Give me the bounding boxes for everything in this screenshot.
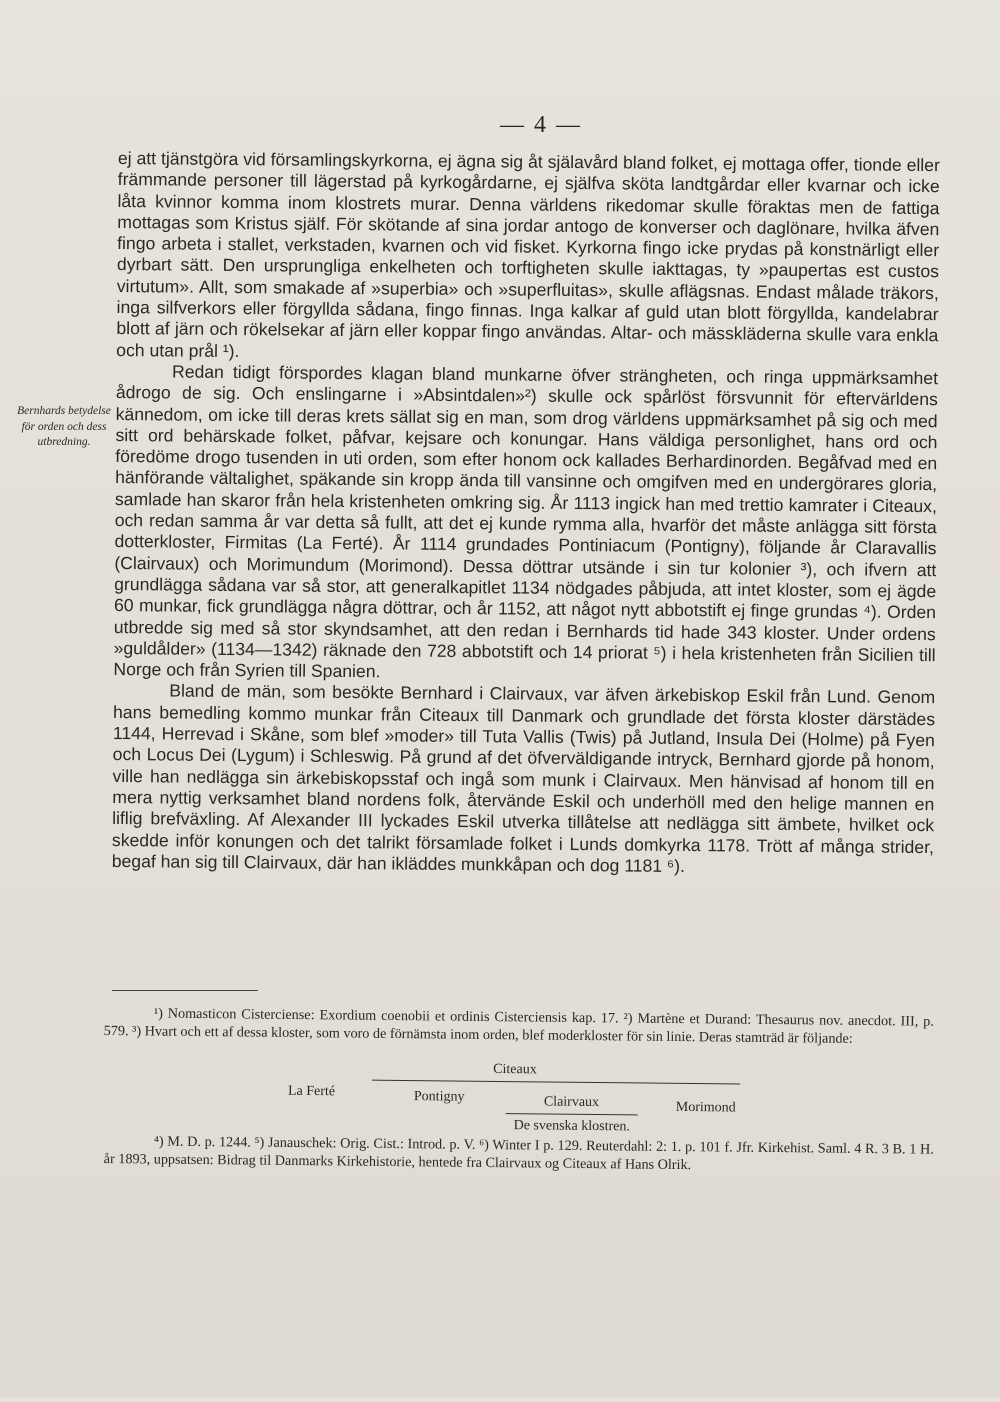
tree-child-pontigny: Pontigny [413, 1089, 465, 1105]
footnote-4-6: ⁴) M. D. p. 1244. ⁵) Janauschek: Orig. Cist.: Introd. p. V. ⁶) Winter I p. 129. Reuterdahl: 2: 1. p. 101 f. Jfr. Kirkehist. Saml. 4 R. 3 B. 1 H. år 1893, uppsatsen: Bidrag til Danmarks Kirkehistorie, hentede fra Clairvaux og Citeaux af Hans Olrik. [103, 1133, 934, 1173]
tree-child-morimond: Morimond [675, 1099, 736, 1116]
page-number: — 4 — [500, 112, 582, 138]
margin-note: Bernhards betydelse för orden och dess utbredning. [17, 405, 111, 448]
tree-child-clairvaux: Clairvaux [543, 1094, 600, 1111]
paragraph-3: Bland de män, som besökte Bernhard i Clairvaux, var äfven ärkebiskop Eskil från Lund. Genom hans bemedling kommo munkar från Citeaux till Danmark och grundlade det första kloster därstädes 1144, Herrevad i Skåne, som blef »moder» till Tuta Vallis (Twis) på Jutland, Insula Dei (Holme) på Fyen och Locus Dei (Lygum) i Schleswig. På grund af det öfverväldigande intryck, Bernhard gjorde på honom, ville han nedlägga sin ärkebiskopsstaf och ingå som munk i Clairvaux. Men hänvisad af honom till en mera nyttig verksamhet bland nordens folk, återvände Eskil och underhöll med den helige mannen en liflig brefväxling. Af Alexander III lyckades Eskil utverka tillåtelse att nedlägga sitt ämbete, hvilket ock skedde inför konungen och det talrikt församlade folket i Lunds domkyrka 1178. Trött af många strider, begaf han sig till Clairvaux, där han ikläddes munkkåpan och dog 1181 ⁶). [111, 680, 936, 876]
tree-child-la-ferte: La Ferté [287, 1083, 336, 1100]
tree-root: Citeaux [493, 1061, 537, 1078]
paragraph-1: ej att tjänstgöra vid församlingskyrkorna, ej ägna sig åt själavård bland folket, ej mottaga offer, tionde eller främmande personer till lägerstad på kyrkogårdarne, ej själfva sköta landtgårdar eller kvarnar och icke låta kvinnor komma inom klostrets murar. Denna världens rikedomar skulle föraktas men de fattiga mottagas som Kristus själf. För skötande af sina jordar antogo de konverser och daglönare, hvilka äfven fingo arbeta i stallet, verkstaden, kvarnen och vid fisket. Kyrkorna fingo icke prydas på konstnärligt eller dyrbart sätt. Den ursprungliga enkelheten och torftigheten skulle iakttagas, ty »paupertas est custos virtutum». Allt, som smakade af »superbia» och »superfluitas», skulle aflägsnas. Endast målade träkors, inga silfverkors eller förgyllda sådana, fingo finnas. Inga kalkar af guld utan blott förgyllda, kandelabrar blott af järn och rökelsekar af järn eller koppar fingo användas. Altar- och mässkläderna skulle vara enkla och utan prål ¹). [116, 148, 940, 361]
tree-sub: De svenska klostren. [513, 1118, 630, 1135]
footnote-1-3: ¹) Nomasticon Cisterciense: Exordium coenobii et ordinis Cisterciensis kap. 17. ²) Martène et Durand: Thesaurus nov. anecdot. III, p. 579. ³) Hvart och ett af dessa kloster, som voro de förnämsta inom orden, blef moderkloster för sin linie. Deras stamträd är följande: [103, 1005, 934, 1047]
tree-sub-line [506, 1113, 638, 1115]
paragraph-2: Redan tidigt förspordes klagan bland munkarne öfver strängheten, och ringa uppmärksamhet ådrogo de sig. Och enslingarne i »Absintdalen»²) skulle ock spårlöst försvunnit för eftervärldens kännedom, om icke till deras krets sällat sig en man, som drog världens uppmärksamhet på sig och med sitt ord behärskade folket, påfvar, kejsare och konungar. Hans väldiga personlighet, hans ord och föredöme drogo tusenden in uti orden, som efter honom ock kallades Berhardinorden. Begåfvad med en hänförande vältalighet, späkande sin kropp ända till vansinne och omgifven med en undergörares gloria, samlade han skaror från hela kristenheten omkring sig. År 1113 ingick han med trettio kamrater i Citeaux, och redan samma år var detta så fullt, att det ej kunde rymma alla, hvarför det måste anlägga sitt första dotterkloster, Firmitas (La Ferté). År 1114 grundades Pontiniacum (Pontigny), följande år Claravallis (Clairvaux) och Morimundum (Morimond). Dessa döttrar utsände i sin tur kolonier ³), och ifvern att grundlägga sådana var så stor, att generalkapitlet 1134 nödgades påbjuda, att intet kloster, som ej ägde 60 munkar, fick grundlägga några döttrar, och år 1152, att något nytt abbotstift ej finge grundas ⁴). Orden utbredde sig med så stor skyndsamhet, att den redan i Bernhards tid hade 343 kloster. Under ordens »guldålder» (1134—1342) räknade den 728 abbotstift och 14 priorat ⁵) i hela kristenheten från Sicilien till Norge och från Syrien till Spanien. [113, 361, 939, 682]
tree-branch-line [372, 1080, 740, 1085]
